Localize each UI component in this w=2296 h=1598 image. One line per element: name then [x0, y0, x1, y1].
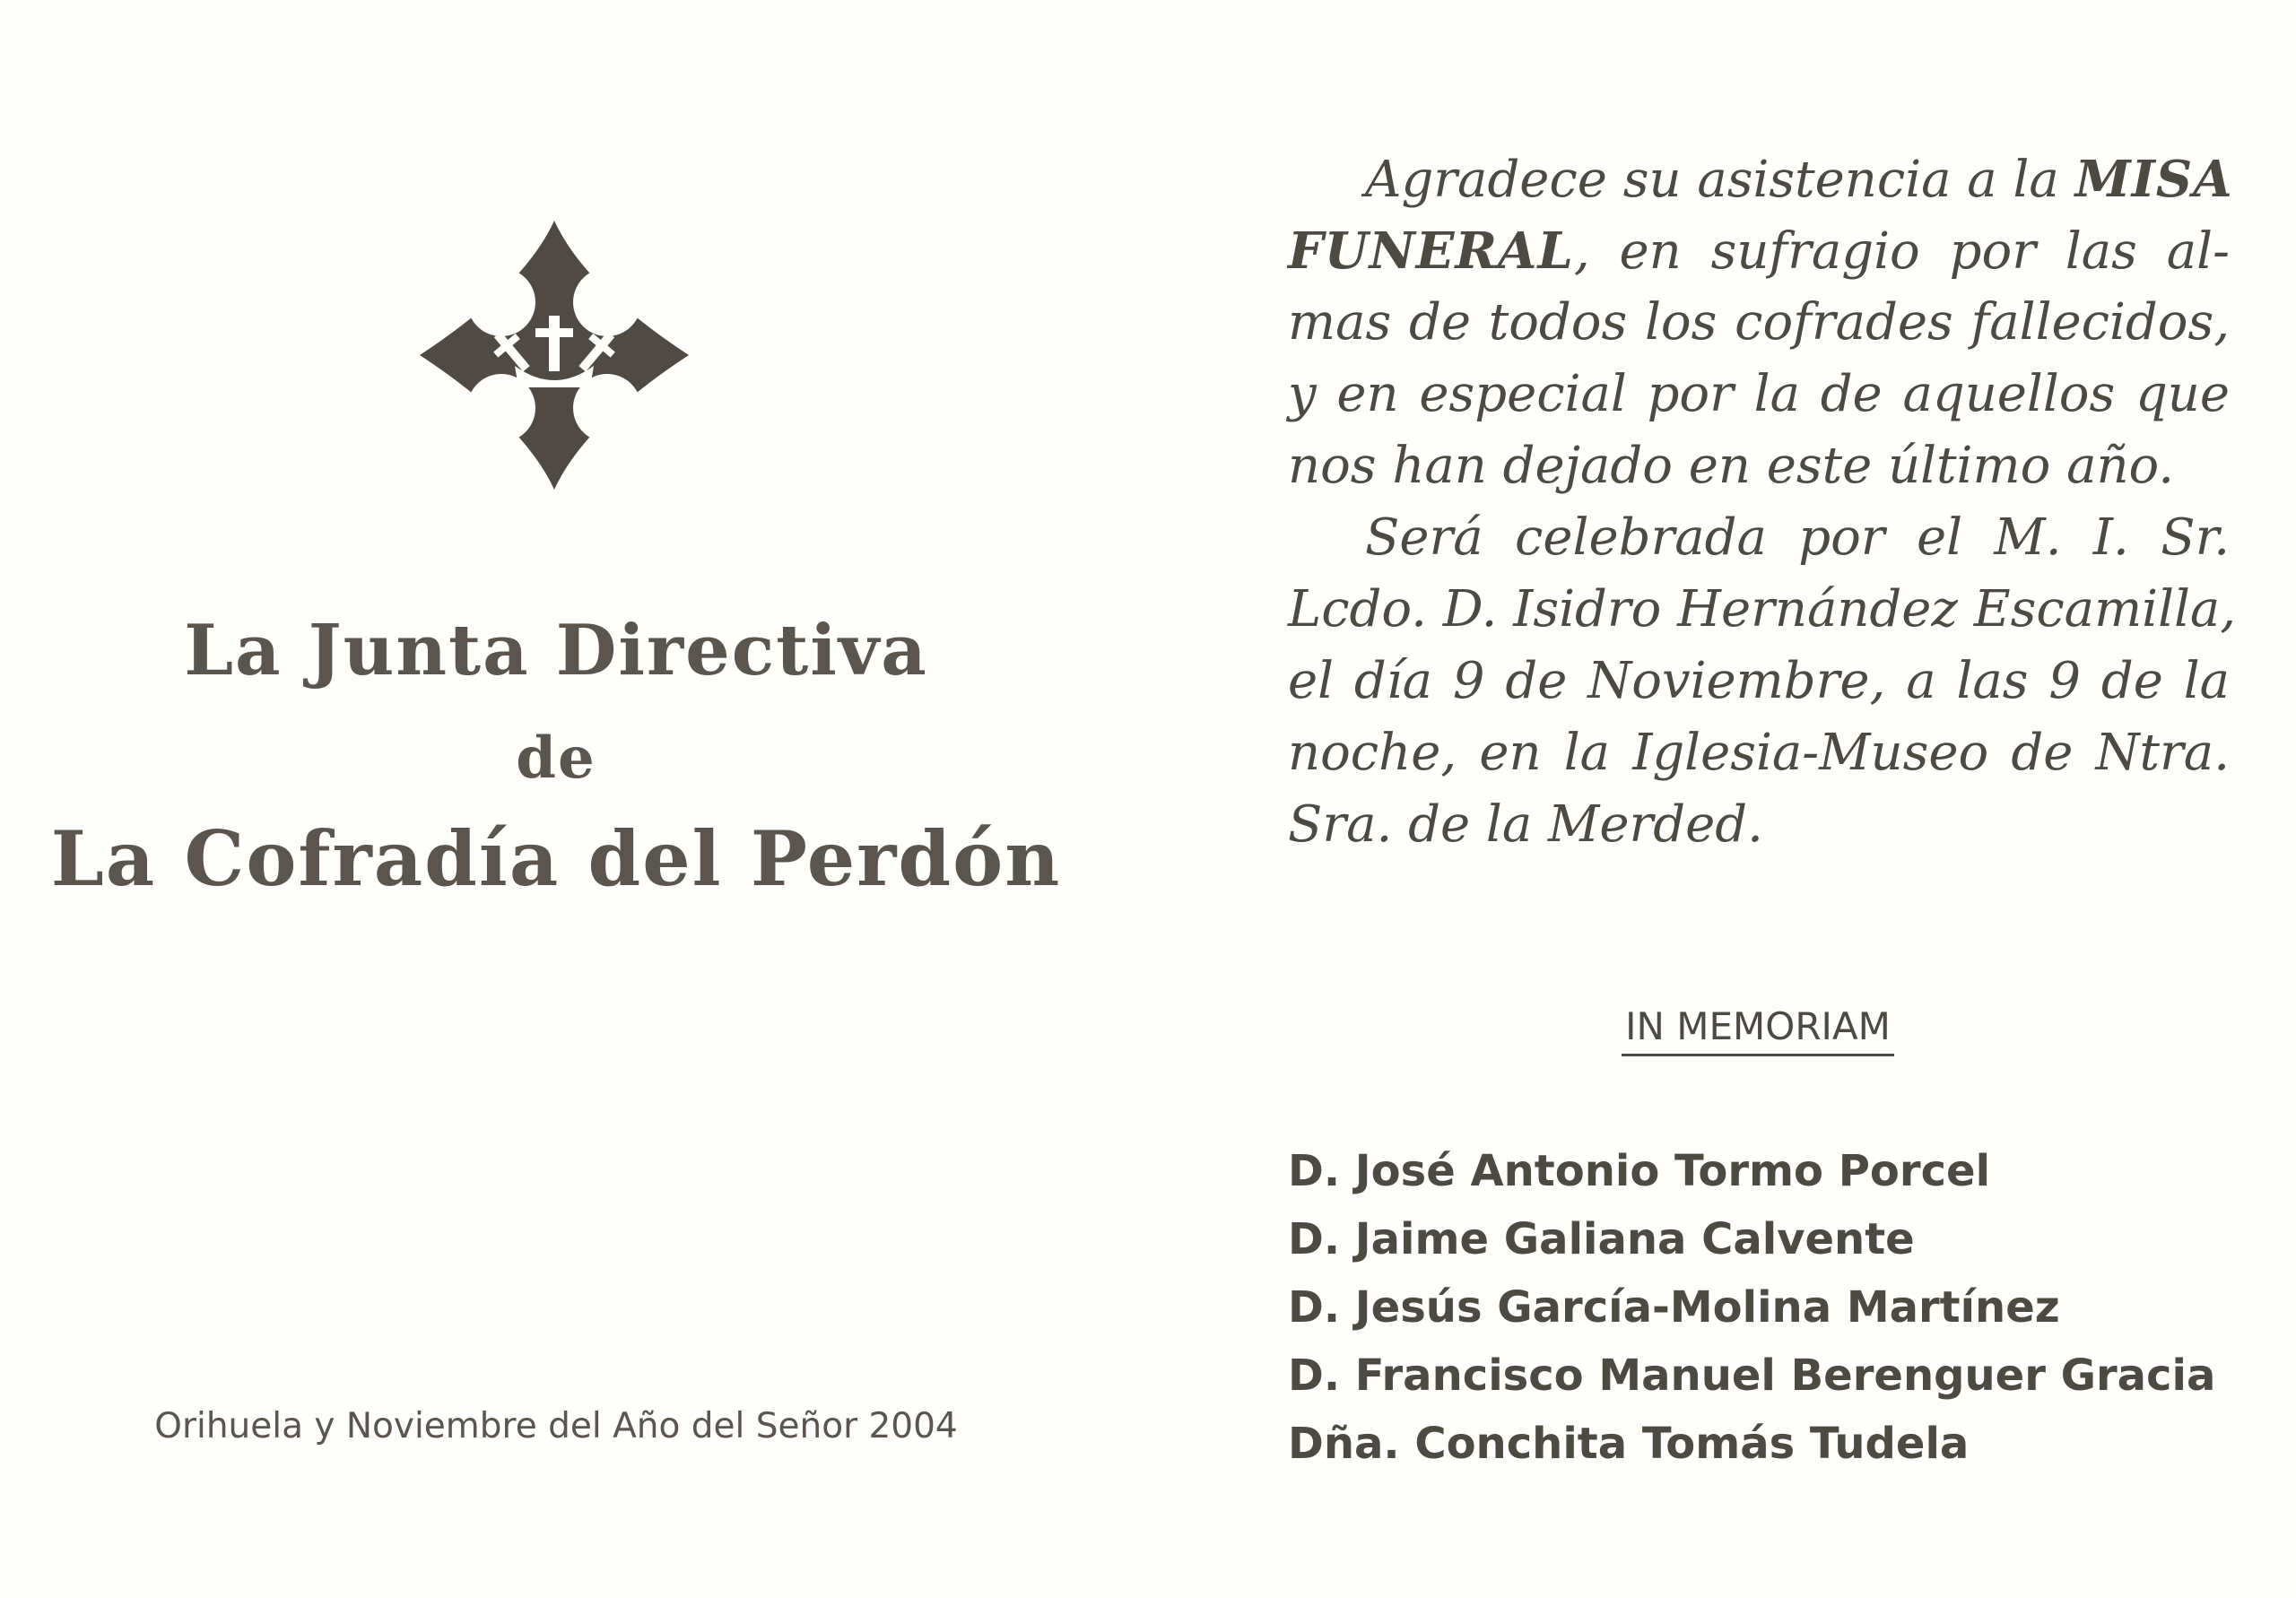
memoriam-name: D. José Antonio Tormo Porcel: [1288, 1146, 1991, 1196]
heading-de: de: [516, 725, 596, 792]
message-line: y en especial por la de aquellos que: [1288, 365, 2230, 423]
message-line: nos han dejado en este último año.: [1288, 437, 2175, 495]
message-line: Será celebrada por el M. I. Sr.: [1365, 508, 2230, 567]
heading-junta-directiva: La Junta Directiva: [184, 610, 928, 691]
message-line: el día 9 de Noviembre, a las 9 de la: [1288, 652, 2230, 710]
heading-cofradia: La Cofradía del Perdón: [50, 814, 1062, 903]
in-memoriam-title: IN MEMORIAM: [1256, 1004, 2260, 1056]
memoriam-name: D. Jaime Galiana Calvente: [1288, 1214, 1915, 1264]
message-line: Sra. de la Merded.: [1288, 795, 1763, 854]
emphasis-misa: MISA: [2074, 150, 2233, 209]
message-line: Lcdo. D. Isidro Hernández Escamilla,: [1288, 580, 2237, 638]
memoriam-name: D. Francisco Manuel Berenguer Gracia: [1288, 1350, 2216, 1401]
message-panel: [1256, 0, 2260, 1598]
memoriam-name: Dña. Conchita Tomás Tudela: [1288, 1419, 1970, 1469]
memoriam-name: D. Jesús García-Molina Martínez: [1288, 1282, 2060, 1333]
message-line: mas de todos los cofrades fallecidos,: [1288, 293, 2230, 352]
message-paragraph: [1288, 143, 2237, 861]
message-line: FUNERAL, en sufragio por las al-: [1288, 221, 2230, 281]
message-line: Agradece su asistencia a la MISA: [1365, 150, 2233, 209]
memoriam-list: [1288, 1137, 2239, 1478]
cover-panel: [0, 0, 1112, 1598]
emphasis-funeral: FUNERAL: [1288, 221, 1574, 281]
message-line: noche, en la Iglesia-Museo de Ntra.: [1288, 724, 2230, 782]
cross-and-crown-emblem-icon: [414, 215, 694, 495]
place-date-line: Orihuela y Noviembre del Año del Señor 2004: [154, 1406, 958, 1446]
